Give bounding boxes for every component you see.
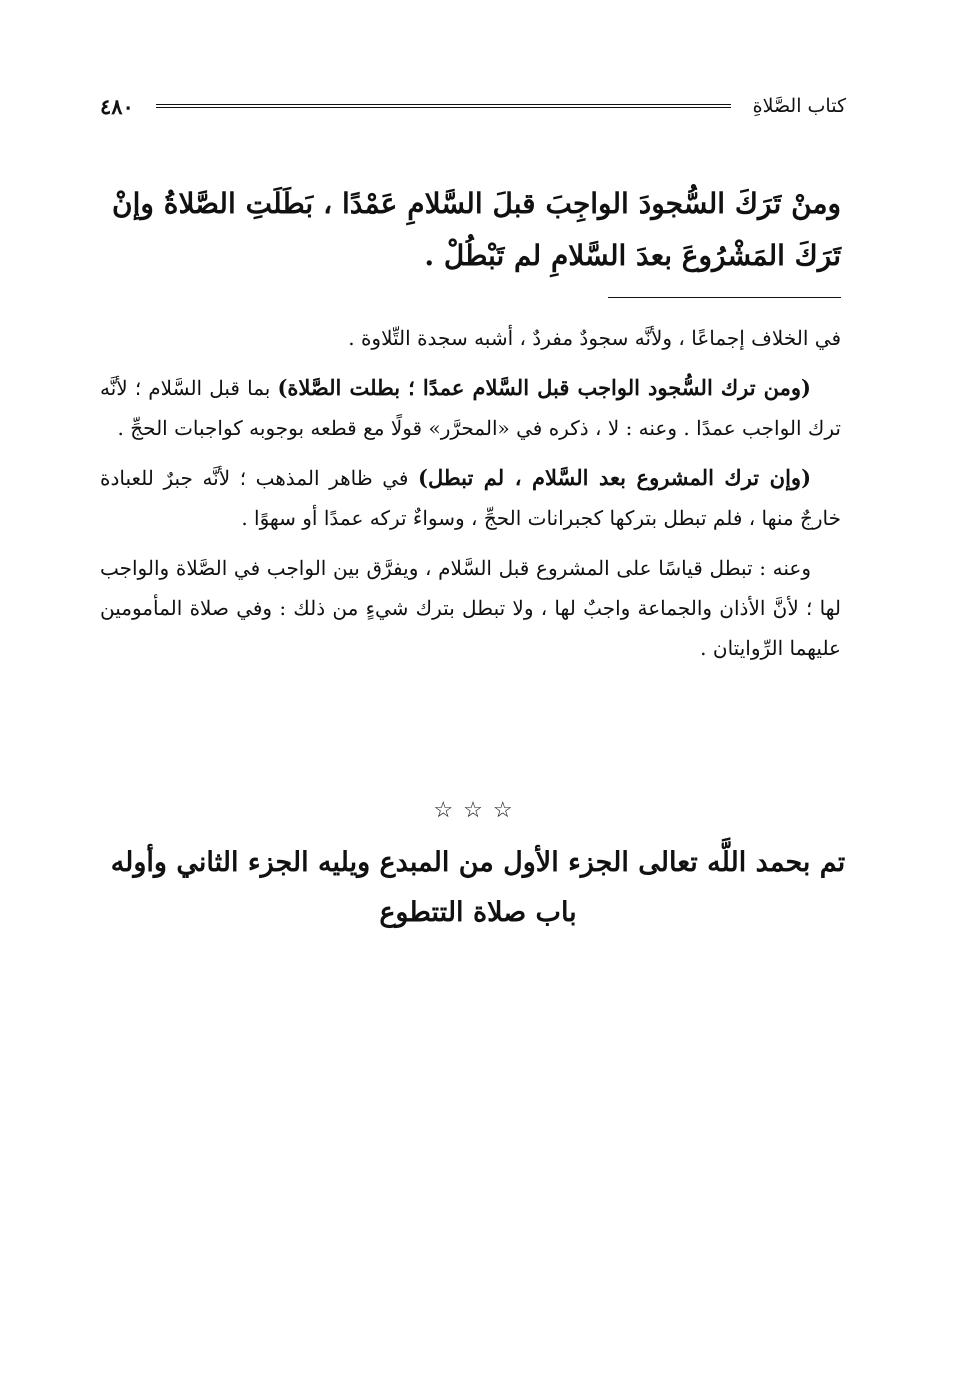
colophon-line-2: باب صلاة التتطوع <box>379 897 577 928</box>
matn-text: ومنْ تَرَكَ السُّجودَ الواجِبَ قبلَ السَّلامِ عَمْدًا ، بَطَلَتِ الصَّلاةُ وإنْ تَرَكَ المَشْرُوعَ بعدَ السَّلامِ لم تَبْطُلْ . <box>112 187 841 272</box>
commentary-paragraph-3 <box>100 458 841 538</box>
header-rule <box>156 104 731 108</box>
page-number: ٤٨٠ <box>100 93 134 119</box>
commentary-section <box>100 318 841 678</box>
commentary-paragraph-4: وعنه : تبطل قياسًا على المشروع قبل السَّلام ، ويفرَّق بين الواجب في الصَّلاة والواجب لها ؛ لأنَّ الأذان والجماعة واجبٌ لها ، ولا تبطل بترك شيءٍ من ذلك : وفي صلاة المأمومين عليهما الرِّوايتان . <box>100 556 841 660</box>
commentary-paragraph-3-text: في ظاهر المذهب ؛ لأنَّه جبرٌ للعبادة خارجٌ منها ، فلم تبطل بتركها كجبرانات الحجِّ ، وسواءٌ تركه عمدًا أو سهوًا . <box>100 466 841 530</box>
commentary-paragraph-1: في الخلاف إجماعًا ، ولأنَّه سجودٌ مفردٌ ، أشبه سجدة التِّلاوة . <box>348 326 841 350</box>
quoted-matn-2: (وإن ترك المشروع بعد السَّلام ، لم تبطل) <box>418 465 812 490</box>
stars-ornament: ☆☆☆ <box>433 798 523 823</box>
running-header <box>100 88 846 124</box>
quoted-matn-1: (ومن ترك السُّجود الواجب قبل السَّلام عمدًا ؛ بطلت الصَّلاة) <box>277 375 811 400</box>
footnote-separator <box>608 297 841 298</box>
colophon <box>90 838 866 938</box>
commentary-paragraph-2 <box>100 368 841 448</box>
colophon-line-1: تم بحمد اللَّه تعالى الجزء الأول من المبدع ويليه الجزء الثاني وأوله <box>110 847 846 878</box>
running-header-title: كتاب الصَّلاةِ <box>752 95 846 117</box>
commentary-paragraph-2-text: بما قبل السَّلام ؛ لأنَّه ترك الواجب عمدًا . وعنه : لا ، ذكره في «المحرَّر» قولًا مع قطعه بوجوبه كواجبات الحجِّ . <box>100 376 841 440</box>
